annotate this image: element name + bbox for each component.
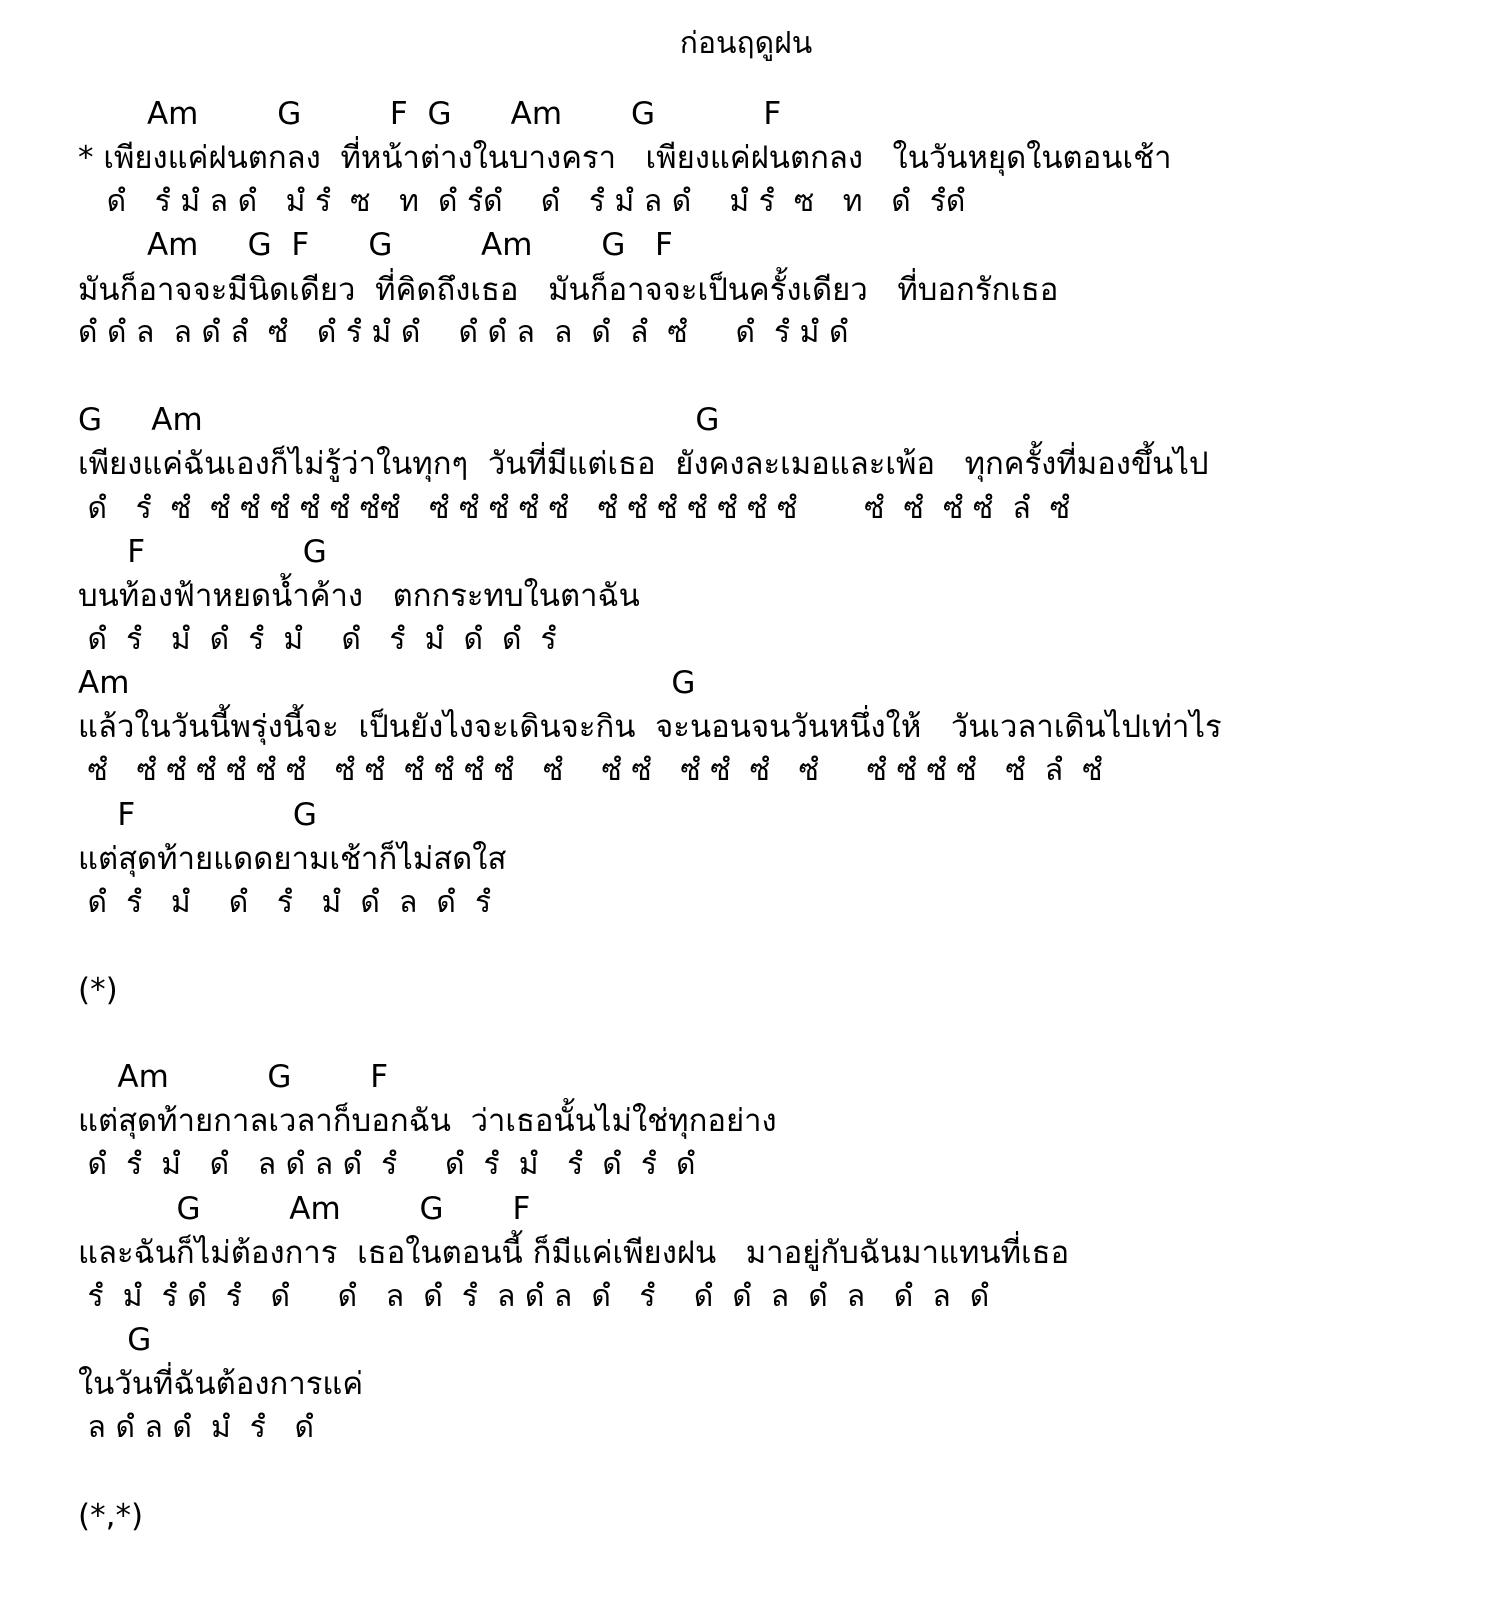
note-line: ดํ รํ มํ ดํ รํ มํ ดํ รํ มํ ดํ ดํ รํ <box>78 622 557 657</box>
note-line: ดํ รํ ซํ ซํ ซํ ซํ ซํ ซํ ซํซํ ซํ ซํ ซํ ซํ ซํ ซํ ซํ ซํ ซํ ซํ ซํ ซํ ซํ ซํ ซํ ซํ ลํ ซํ <box>78 491 1071 526</box>
chord-line: F G <box>78 534 327 570</box>
note-line: ดํ รํ มํ ล ดํ มํ รํ ซ ท ดํ รํดํ ดํ รํ มํ ล ดํ มํ รํ ซ ท ดํ รํดํ <box>78 184 966 219</box>
note-line: ซํ ซํ ซํ ซํ ซํ ซํ ซํ ซํ ซํ ซํ ซํ ซํ ซํ ซํ ซํ ซํ ซํ ซํ ซํ ซํ ซํ ซํ ซํ ซํ ซํ ลํ ซํ <box>78 753 1103 788</box>
chord-line: Am G F <box>78 1059 389 1095</box>
repeat-marker: (*,*) <box>78 1498 144 1534</box>
repeat-marker: (*) <box>78 972 118 1008</box>
note-line: ล ดํ ล ดํ มํ รํ ดํ <box>78 1410 315 1445</box>
note-line: ดํ ดํ ล ล ดํ ลํ ซํ ดํ รํ มํ ดํ ดํ ดํ ล ล ดํ ลํ ซํ ดํ รํ มํ ดํ <box>78 315 849 350</box>
chord-line: F G <box>78 797 317 833</box>
lyric-line: แต่สุดท้ายกาลเวลาก็บอกฉัน ว่าเธอนั้นไม่ใช่ทุกอย่าง <box>78 1103 777 1139</box>
chord-line: Am G F G Am G F <box>78 227 673 263</box>
chord-line: G <box>78 1322 152 1358</box>
lyric-line: แต่สุดท้ายแดดยามเช้าก็ไม่สดใส <box>78 841 507 877</box>
lyric-line: เพียงแค่ฉันเองก็ไม่รู้ว่าในทุกๆ วันที่มีแต่เธอ ยังคงละเมอและเพ้อ ทุกครั้งที่มองขึ้นไป <box>78 446 1209 482</box>
note-line: ดํ รํ มํ ดํ ล ดํ ล ดํ รํ ดํ รํ มํ รํ ดํ รํ ดํ <box>78 1147 696 1182</box>
chord-line: Am G <box>78 665 696 701</box>
lyric-line: ในวันที่ฉันต้องการแค่ <box>78 1366 364 1402</box>
chord-line: Am G F G Am G F <box>78 96 782 132</box>
lyric-line: บนท้องฟ้าหยดน้ำค้าง ตกกระทบในตาฉัน <box>78 578 640 614</box>
lyric-line: และฉันก็ไม่ต้องการ เธอในตอนนี้ ก็มีแค่เพียงฝน มาอยู่กับฉันมาแทนที่เธอ <box>78 1235 1070 1271</box>
note-line: ดํ รํ มํ ดํ รํ มํ ดํ ล ดํ รํ <box>78 885 492 920</box>
note-line: รํ มํ รํ ดํ รํ ดํ ดํ ล ดํ รํ ล ดํ ล ดํ รํ ดํ ดํ ล ดํ ล ดํ ล ดํ <box>78 1279 990 1314</box>
lyric-line: มันก็อาจจะมีนิดเดียว ที่คิดถึงเธอ มันก็อาจจะเป็นครั้งเดียว ที่บอกรักเธอ <box>78 272 1059 308</box>
chord-line: G Am G F <box>78 1191 531 1227</box>
chord-line: G Am G <box>78 402 720 438</box>
song-title: ก่อนฤดูฝน <box>679 26 813 61</box>
lyric-line: แล้วในวันนี้พรุ่งนี้จะ เป็นยังไงจะเดินจะกิน จะนอนจนวันหนึ่งให้ วันเวลาเดินไปเท่าไร <box>78 709 1222 745</box>
lyric-line: * เพียงแค่ฝนตกลง ที่หน้าต่างในบางครา เพียงแค่ฝนตกลง ในวันหยุดในตอนเช้า <box>78 140 1172 176</box>
